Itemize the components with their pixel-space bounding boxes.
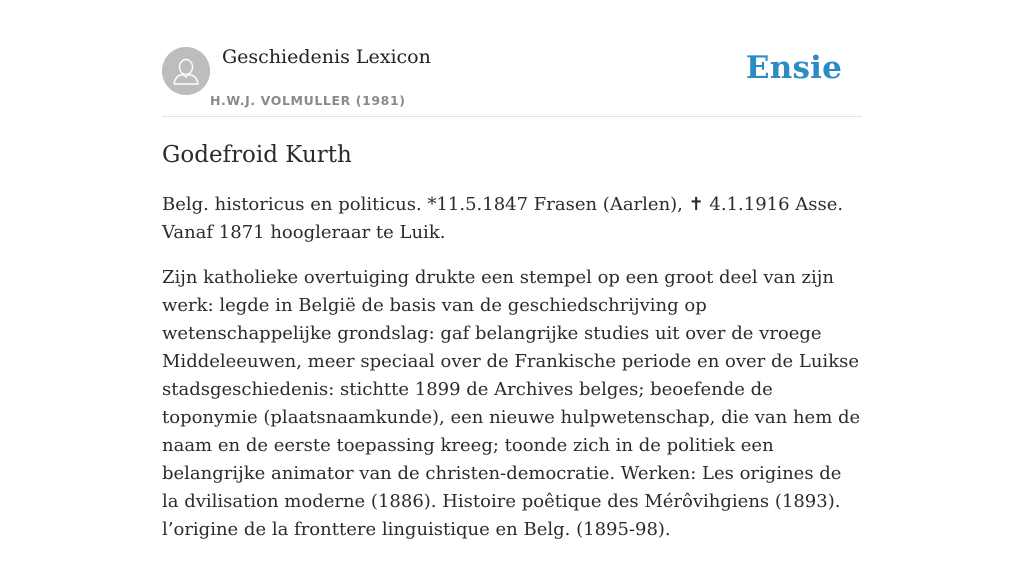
source-author: H.W.J. VOLMULLER (1981) bbox=[210, 93, 406, 108]
article-paragraph: Zijn katholieke overtuiging drukte een stempel op een groot deel van zijn werk: legde in België de basis van de geschiedschrijving op wetenschappelijke grondslag: gaf belangrijke studies uit over de vroege Middeleeuwen, meer speciaal over de Frankische periode en over de Luikse stadsgeschiedenis: stichtte 1899 de Archives belges; beoefende de toponymie (plaatsnaamkunde), een nieuwe hulpwetenschap, die van hem de naam en de eerste toepassing kreeg; toonde zich in de politiek een belangrijke animator van de christen-democratie. Werken: Les origines de la dvilisation moderne (1886). Histoire poêtique des Mérôvihgiens (1893). l’origine de la fronttere linguistique en Belg. (1895-98). bbox=[162, 267, 861, 540]
article-paragraph: Belg. historicus en politicus. *11.5.1847 Frasen (Aarlen), ✝ 4.1.1916 Asse. Vanaf 1871 hoogleraar te Luik. bbox=[162, 194, 844, 243]
brand-logo[interactable]: Ensie bbox=[745, 50, 842, 86]
source-title[interactable]: Geschiedenis Lexicon bbox=[222, 46, 431, 68]
source-header bbox=[162, 0, 862, 117]
article bbox=[162, 139, 862, 561]
user-icon[interactable] bbox=[162, 47, 210, 95]
article-title: Godefroid Kurth bbox=[162, 142, 352, 168]
